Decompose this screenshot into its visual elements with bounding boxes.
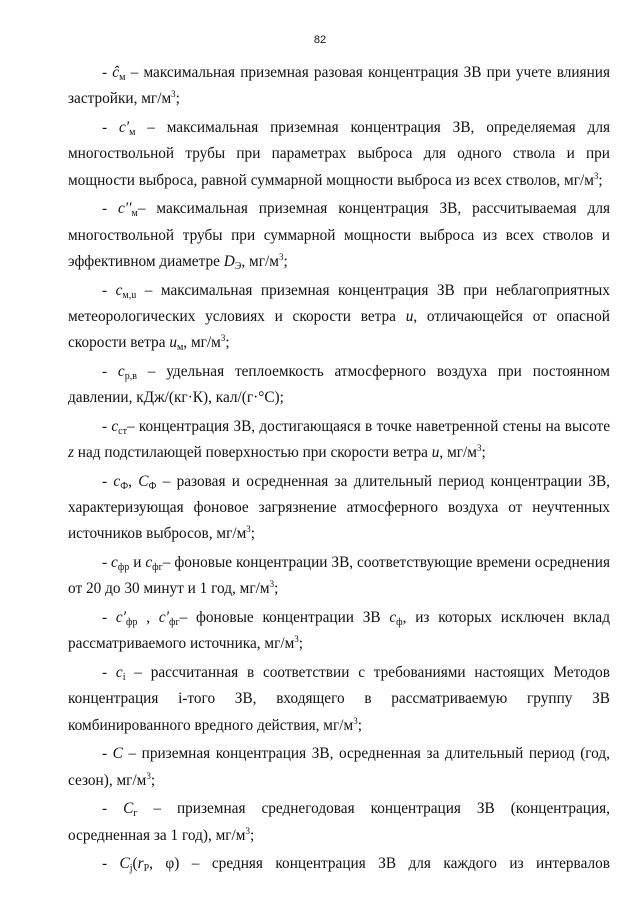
symbol: c′ bbox=[158, 609, 169, 627]
definition-entry: - $c_{р,в}$ – удельная теплоемкость атмосферного воздуха при постоянном давлении, кДж/(кг·К), кал/(г·°С); bbox=[68, 362, 610, 407]
symbol-subscript: м bbox=[131, 208, 138, 220]
inline-variable: u bbox=[169, 334, 177, 352]
unit-exponent: 3 bbox=[220, 333, 226, 344]
symbol-subscript: Ф bbox=[120, 480, 129, 492]
symbol: c bbox=[115, 281, 123, 299]
definition-entry: - $c_i$ – рассчитанная в соответствии с требованиями настоящих Методов концентрация i-того ЗВ, входящего в рассматриваемую группу ЗВ комбинированного вредного действия, $мг/м^3$; bbox=[68, 664, 610, 734]
inline-variable-subscript: ф bbox=[396, 617, 403, 629]
definition-entry: - $c_Ф$, $C_Ф$ – разовая и осредненная за длительный период концентрации ЗВ, характеризующая фоновое загрязнение атмосферного воздуха от неучтенных источников выбросов, $мг/м^3$; bbox=[68, 472, 610, 543]
definition-entry: - $c_{м,u}$ – максимальная приземная концентрация ЗВ при неблагоприятных метеорологических условиях и скорости ветра u, отличающейся от опасной скорости ветра $u_м$, $мг/м^3$; bbox=[68, 281, 610, 354]
entry-terminator: ; bbox=[357, 716, 362, 734]
entry-terminator: ; bbox=[481, 444, 486, 462]
symbol: ĉ bbox=[112, 64, 120, 81]
symbol: C bbox=[138, 472, 149, 490]
unit-exponent: 3 bbox=[353, 715, 358, 726]
definition-text: – приземная концентрация ЗВ, осредненная за длительный период (год, сезон), мг/м bbox=[68, 745, 610, 789]
definitions-list bbox=[68, 60, 610, 880]
page-number: 82 bbox=[313, 34, 327, 46]
definition-text: – максимальная приземная разовая концентрация ЗВ при учете влияния застройки, мг/м bbox=[68, 64, 610, 108]
entry-terminator: ; bbox=[598, 171, 603, 189]
definition-text: – максимальная приземная концентрация ЗВ, рассчитываемая для многоствольной трубы при суммарной мощности выброса из всех стволов и эффективном диаметре bbox=[68, 200, 610, 270]
unit-exponent: 3 bbox=[269, 579, 275, 590]
symbol-separator: , bbox=[137, 609, 159, 627]
definition-text: – фоновые концентрации ЗВ, соответствующие времени осреднения от 20 до 30 минут и 1 год, мг/м bbox=[68, 554, 610, 598]
entry-terminator: ; bbox=[298, 635, 304, 653]
inline-variable-subscript: Э bbox=[234, 260, 242, 272]
symbol-separator: , bbox=[128, 472, 139, 490]
symbol-subscript: м bbox=[129, 126, 136, 138]
symbol-subscript: фр bbox=[126, 617, 138, 629]
symbol-subscript: фг bbox=[152, 562, 163, 574]
inline-variable: z bbox=[68, 444, 74, 462]
definition-text: , из которых исключен вклад рассматриваемого источника, мг/м bbox=[68, 609, 610, 653]
unit-exponent: 3 bbox=[476, 443, 482, 454]
symbol: c bbox=[111, 554, 118, 572]
symbol-subscript: ст bbox=[118, 425, 127, 437]
symbol-subscript: фг bbox=[168, 617, 180, 629]
symbol: C bbox=[119, 855, 130, 873]
definition-entry: - C – приземная концентрация ЗВ, осредненная за длительный период (год, сезон), $мг/м^3$; bbox=[68, 745, 610, 789]
symbol-subscript: р,в bbox=[124, 370, 137, 382]
symbol: c bbox=[145, 554, 153, 572]
unit-exponent: 3 bbox=[245, 825, 250, 836]
symbol-subscript: г bbox=[133, 808, 138, 820]
definition-entry: - $C_г$ – приземная среднегодовая концентрация ЗВ (концентрация, осредненная за 1 год), $мг/м^3$; bbox=[68, 800, 611, 844]
entry-terminator: ; bbox=[283, 252, 288, 270]
symbol-separator: и bbox=[129, 554, 146, 572]
entry-terminator: ; bbox=[249, 826, 255, 844]
symbol: c′′ bbox=[118, 200, 132, 218]
definition-entry: - $ĉ_м$ – максимальная приземная разовая концентрация ЗВ при учете влияния застройки, $мг/м^3$; bbox=[68, 64, 610, 108]
entry-terminator: ; bbox=[175, 90, 180, 108]
definition-text: ( bbox=[132, 855, 138, 873]
unit-exponent: 3 bbox=[171, 89, 176, 100]
unit-exponent: 3 bbox=[593, 170, 599, 181]
entry-terminator: ; bbox=[250, 525, 256, 543]
definition-text: , мг/м bbox=[183, 334, 221, 352]
symbol: C bbox=[112, 745, 123, 763]
symbol: c bbox=[117, 362, 125, 380]
inline-variable-subscript: P bbox=[143, 863, 150, 875]
definition-text: , отличающейся от опасной скорости ветра bbox=[68, 307, 610, 352]
definition-text: – приземная среднегодовая концентрация ЗВ (концентрация, осредненная за 1 год), мг/м bbox=[68, 800, 611, 844]
entry-terminator: ; bbox=[225, 334, 230, 352]
symbol-subscript: м bbox=[119, 72, 126, 83]
inline-variable: c bbox=[389, 609, 397, 627]
entry-terminator: ; bbox=[274, 580, 279, 598]
definition-text: – фоновые концентрации ЗВ bbox=[179, 609, 390, 627]
symbol: c′ bbox=[118, 118, 130, 136]
unit-exponent: 3 bbox=[294, 634, 299, 645]
definition-text: – максимальная приземная концентрация ЗВ, определяемая для многоствольной трубы при параметрах выброса для одного ствола и при мощности выброса, равной суммарной мощности выброса из всех стволов, мг/м bbox=[68, 118, 610, 189]
inline-variable: D bbox=[223, 252, 235, 270]
definition-text: над подстилающей поверхностью при скорости ветра bbox=[73, 444, 432, 462]
definition-entry: - $C_j(r_P$, φ) – средняя концентрация ЗВ для каждого из интервалов bbox=[102, 855, 610, 875]
definition-text: , мг/м bbox=[241, 252, 279, 270]
entry-terminator: ; bbox=[150, 771, 156, 789]
definition-text: , мг/м bbox=[439, 444, 477, 462]
symbol: c bbox=[113, 472, 121, 490]
symbol: C bbox=[123, 800, 134, 818]
definition-text: – рассчитанная в соответствии с требованиями настоящих Методов концентрация i-того ЗВ, входящего в рассматриваемую группу ЗВ комбинированного вредного действия, мг/м bbox=[68, 664, 610, 734]
inline-variable: r bbox=[137, 855, 144, 873]
definition-entry: - $c_{фр}$ и $c_{фг}-$ фоновые концентрации ЗВ, соответствующие времени осреднения от 20 до 30 минут и 1 год, $мг/м^3$; bbox=[68, 554, 610, 598]
definition-text: – максимальная приземная концентрация ЗВ при неблагоприятных метеорологических условиях и скорости ветра bbox=[68, 281, 610, 325]
inline-variable-subscript: м bbox=[176, 342, 184, 354]
definition-entry: - $c_{ст}-$ концентрация ЗВ, достигающаяся в точке наветренной стены на высоте z над подстилающей поверхностью при скорости ветра u, $мг/м^3$; bbox=[68, 417, 611, 462]
definition-text: – удельная теплоемкость атмосферного воздуха при постоянном давлении, кДж/(кг·К), кал/(г·°С); bbox=[68, 362, 610, 407]
unit-exponent: 3 bbox=[146, 770, 151, 781]
unit-exponent: 3 bbox=[278, 251, 284, 262]
symbol-subscript: j bbox=[129, 863, 133, 875]
definition-entry: - $c'_{фр}$ , $c'_{фг}-$ фоновые концентрации ЗВ $c_ф$, из которых исключен вклад рассматриваемого источника, $мг/м^3$; bbox=[68, 609, 610, 653]
symbol-subscript: м,u bbox=[122, 289, 137, 301]
symbol: c′ bbox=[115, 609, 126, 627]
definition-text: – разовая и осредненная за длительный период концентрации ЗВ, характеризующая фоновое загрязнение атмосферного воздуха от неучтенных источников выбросов, мг/м bbox=[68, 472, 610, 543]
symbol-subscript: фр bbox=[117, 562, 130, 574]
inline-variable: u bbox=[405, 307, 414, 325]
definition-text: , φ) – средняя концентрация ЗВ для каждого из интервалов bbox=[149, 855, 610, 873]
definition-text: – концентрация ЗВ, достигающаяся в точке наветренной стены на высоте bbox=[126, 417, 611, 435]
symbol: c bbox=[115, 664, 123, 682]
symbol-subscript: i bbox=[122, 672, 126, 684]
symbol-subscript: Ф bbox=[148, 480, 157, 492]
inline-variable: u bbox=[431, 444, 440, 462]
definition-entry: - $c''_м-$ максимальная приземная концентрация ЗВ, рассчитываемая для многоствольной трубы при суммарной мощности выброса из всех стволов и эффективном диаметре $D_Э$, $мг/м^3$; bbox=[68, 200, 610, 272]
symbol: c bbox=[111, 417, 119, 435]
definition-entry: - $c'_м$ – максимальная приземная концентрация ЗВ, определяемая для многоствольной трубы при параметрах выброса для одного ствола и при мощности выброса, равной суммарной мощности выброса из всех стволов, $мг/м^3$; bbox=[68, 118, 610, 189]
unit-exponent: 3 bbox=[246, 524, 251, 535]
